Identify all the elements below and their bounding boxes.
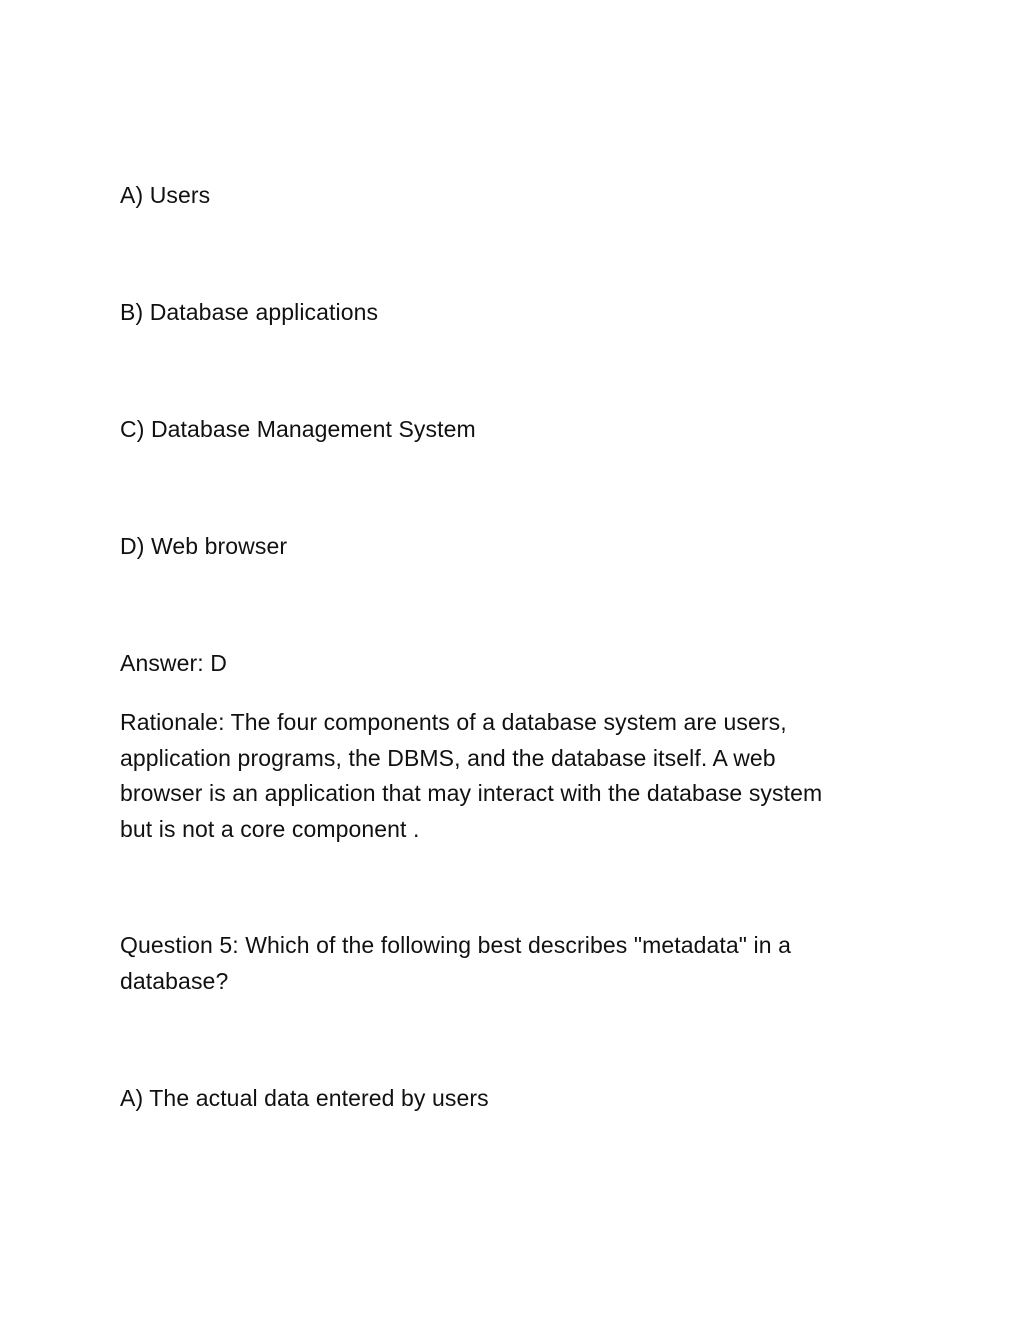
- rationale-line: Rationale: The four components of a database system are users,: [120, 709, 787, 735]
- option-b-database-applications: B) Database applications: [120, 299, 379, 325]
- question-5: [120, 928, 900, 999]
- option-a-users: A) Users: [120, 182, 211, 208]
- question-line: database?: [120, 967, 229, 994]
- question-line: Question 5: Which of the following best describes "metadata" in a: [120, 932, 792, 958]
- rationale-line: application programs, the DBMS, and the database itself. A web: [120, 744, 776, 771]
- rationale-line: browser is an application that may interact with the database system: [120, 780, 823, 806]
- answer-text: Answer: D: [120, 650, 227, 676]
- option-c-dbms: C) Database Management System: [120, 416, 476, 442]
- option-d-web-browser: D) Web browser: [120, 533, 288, 559]
- rationale-paragraph: [120, 705, 900, 847]
- q5-option-a: A) The actual data entered by users: [120, 1085, 489, 1111]
- rationale-line: but is not a core component .: [120, 815, 420, 842]
